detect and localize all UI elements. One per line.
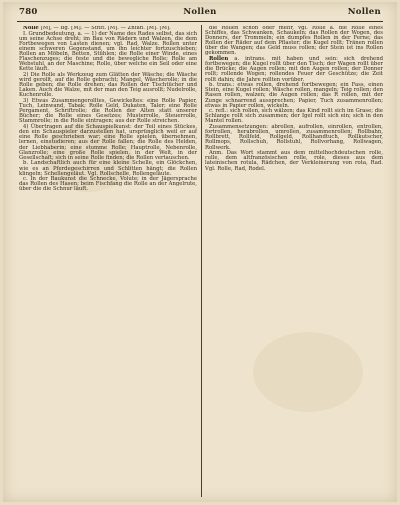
headword: Nolle — [23, 26, 41, 31]
entry-text: a. intrans. mit haben und sein: sich drehend fortbewegen; die Kugel rollt über den Tisch; der Wagen rollt über die Brücke; die Augen rollen; mit den Augen rollen; der Donner rollt; rollende Wogen; rollendes Feuer der Geschütze; die Zeit rollt dahin; die Jahre rollten vorüber. — [205, 56, 383, 83]
dictionary-paragraph — [205, 26, 383, 57]
dictionary-paragraph — [19, 99, 197, 124]
entry-text: I. Grundbedeutung, a. — 1) der Name des Rades selbst, das sich um seine Achse dreht; im Bau von Rädern und Walzen, die dem Fortbewegen von Lasten dienen; vgl. Rad, Walze. Rollen unter einem schweren Gegenstand, um ihn leichter fortzuschieben; Rollen an Möbeln, Betten, Stühlen; die Rolle einer Winde, eines Flaschenzuges; die feste und die bewegliche Rolle; Rolle am Webstuhl, an der Maschine; Rolle, über welche ein Seil oder eine Kette läuft. — [19, 30, 197, 73]
dictionary-paragraph — [205, 83, 383, 108]
book-page — [3, 2, 397, 502]
column-divider — [201, 25, 202, 497]
dictionary-paragraph — [19, 32, 197, 73]
dictionary-paragraph — [19, 161, 197, 176]
dictionary-paragraph — [205, 151, 383, 171]
entry-text: 4) Übertragen auf die Schauspielkunst: der Teil eines Stückes, den ein Schauspieler darzustellen hat, ursprünglich weil er auf eine Rolle geschrieben war; eine Rolle spielen, übernehmen, lernen, einstudieren; aus der Rolle fallen; die Rolle des Helden, der Liebhaberin; eine stumme Rolle; Hauptrolle, Nebenrolle, Glanzrolle; eine große Rolle spielen, in der Welt, in der Gesellschaft; sich in seine Rolle finden; die Rollen vertauschen. — [19, 124, 197, 161]
entry-text: 2) Die Rolle als Werkzeug zum Glätten der Wäsche; die Wäsche wird gerollt, auf die Rolle gebracht; Mangel, Wäscherolle; in die Rolle geben; die Rolle drehen; das Rollen der Tischtücher und Laken. Auch die Walze, mit der man den Teig ausrollt; Nudelrolle, Kuchenrolle. — [19, 72, 197, 99]
page-header — [19, 7, 381, 21]
running-head-right: Nollen — [347, 7, 381, 17]
entry-text: 3) Etwas Zusammengerolltes, Gewickeltes: eine Rolle Papier, Tuch, Leinwand, Tabak; Rolle Geld, Dukaten, Taler; eine Rolle Pergament, Schriftrolle; die Rollen der Alten statt unserer Bücher; die Rolle eines Gesetzes; Musterrolle, Steuerrolle, Stammrolle; in die Rolle eintragen; aus der Rolle streichen. — [19, 98, 197, 125]
dictionary-paragraph — [19, 73, 197, 98]
dictionary-paragraph — [19, 125, 197, 161]
entry-text: c. In der Baukunst die Schnecke, Volute; in der Jägersprache das Rollen des Hasen; beim Fischfang die Rolle an der Angelrute, über die die Schnur läuft. — [19, 176, 197, 193]
entry-text: die Rollen schon oder mehr, vgl. Rolle a. die Rolle eines Schiffes, das Schwanken, Schaukeln; das Rollen der Wogen, des Donners, der Trommeln; ein dumpfes Rollen in der Ferne; das Rollen der Räder auf dem Pflaster; die Kugel rollt; Tränen rollen über die Wangen; das Geld muss rollen; der Stein ist ins Rollen gekommen. — [205, 26, 383, 57]
entry-text: Zusammensetzungen: abrollen, aufrollen, einrollen, entrollen, fortrollen, herabrollen, umrollen, zusammenrollen; Rollbahn, Rollbrett, Rollfeld, Rollgeld, Rollhandtuch, Rollkutscher, Rollmops, Rollschuh, Rollstuhl, Rollvorhang, Rollwagen, Rollwerk. — [205, 124, 383, 151]
dictionary-paragraph — [19, 177, 197, 192]
left-text-column — [19, 26, 197, 496]
entry-text: [M], — Bg. [M]. — Stnft. [M]. — Znfan. [M]. [M]. — [40, 26, 171, 31]
dictionary-paragraph — [205, 125, 383, 150]
entry-text: Anm. Das Wort stammt aus dem mittelhochdeutschen rolle, rulle, dem altfranzösischen rolle, role, dieses aus dem lateinischen rotula, Rädchen, der Verkleinerung von rota, Rad. Vgl. Rolle, Rad, Rodel. — [205, 150, 383, 172]
entry-text: b. Landschaftlich auch für eine kleine Schelle, ein Glöckchen, wie es an Pferdegeschirren und Schlitten hängt; die Rollen klingeln; Schellengeläut. Vgl. Rollschelle, Rollengeläute. — [19, 160, 197, 177]
headword: Rollen — [209, 56, 235, 63]
running-head-center: Nollen — [183, 7, 217, 17]
page-number: 780 — [19, 7, 38, 17]
header-rule — [17, 21, 383, 22]
entry-text: c. refl.: sich rollen, sich wälzen; das Kind rollt sich im Grase; die Schlange rollt sich zusammen; der Igel rollt sich ein; sich in den Mantel rollen. — [205, 108, 383, 125]
dictionary-paragraph — [205, 57, 383, 82]
dictionary-paragraph — [205, 109, 383, 124]
entry-text: b. trans.: etwas rollen, drehend fortbewegen; ein Fass, einen Stein, eine Kugel rollen; Wäsche rollen, mangeln; Teig rollen; den Rasen rollen, walzen; die Augen rollen; das R rollen, mit der Zunge schnarrend aussprechen; Papier, Tuch zusammenrollen; etwas in Papier rollen, wickeln. — [205, 82, 383, 109]
right-text-column — [205, 26, 383, 496]
